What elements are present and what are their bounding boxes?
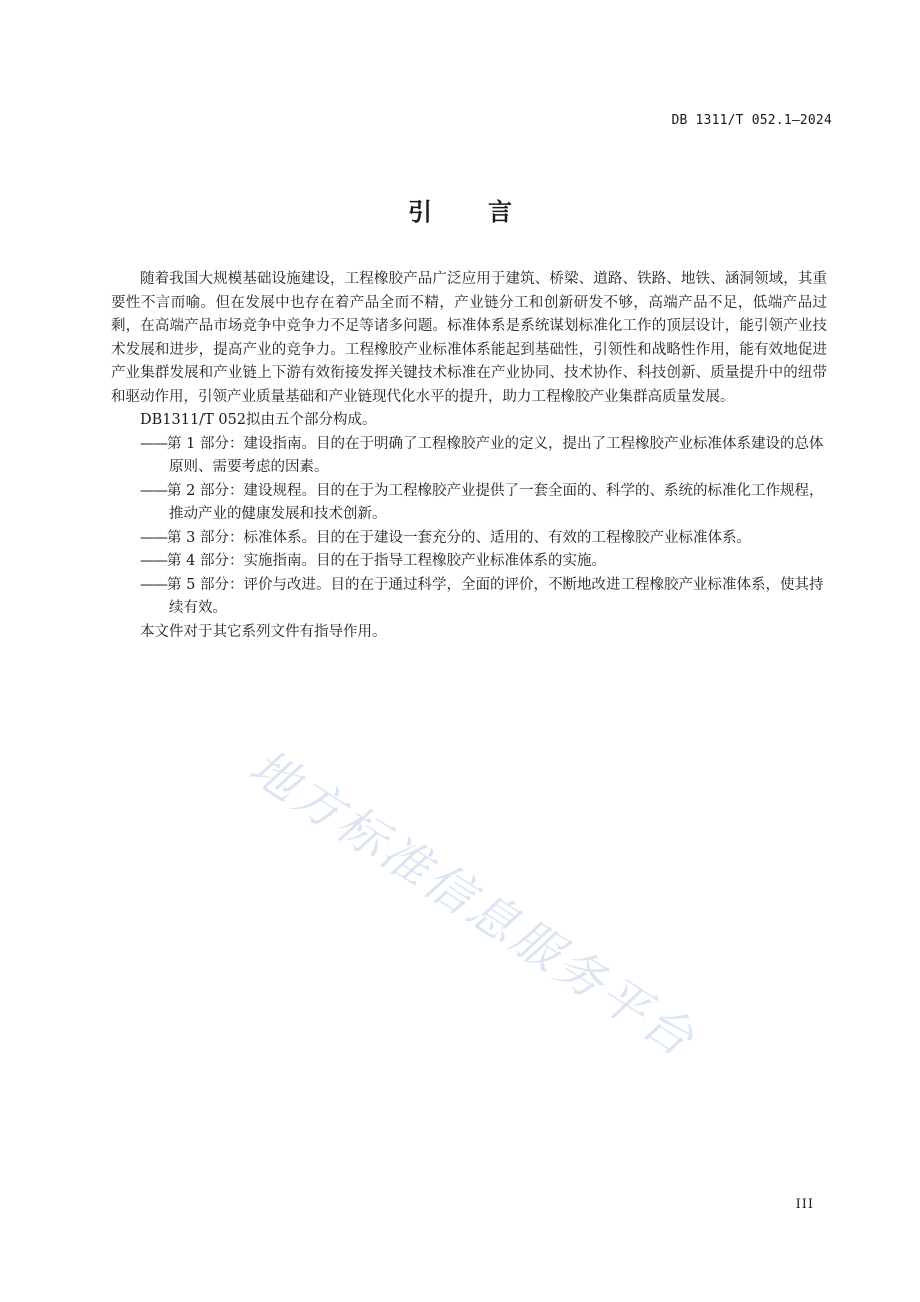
watermark: 地方标准信息服务平台 [239,738,706,1069]
part-dash: —— [140,482,167,499]
part-dash: —— [140,529,167,546]
part-item-2 [111,480,827,527]
part-text: 第 1 部分：建设指南。目的在于明确了工程橡胶产业的定义，提出了工程橡胶产业标准体系建设的总体原则、需要考虑的因素。 [167,435,824,475]
part-item-3 [111,527,827,551]
part-dash: —— [140,553,167,569]
part-item-1 [111,433,827,480]
part-text: 第 4 部分：实施指南。目的在于指导工程橡胶产业标准体系的实施。 [167,553,606,569]
part-text: 第 2 部分：建设规程。目的在于为工程橡胶产业提供了一套全面的、科学的、系统的标准化工作规程，推动产业的健康发展和技术创新。 [167,482,824,522]
part-text: 第 3 部分：标准体系。目的在于建设一套充分的、适用的、有效的工程橡胶产业标准体系。 [167,529,751,546]
closing-sentence: 本文件对于其它系列文件有指导作用。 [140,623,387,640]
parts-intro: DB1311/T 052拟由五个部分构成。 [140,412,377,428]
document-body [111,268,827,644]
part-item-5 [111,574,827,621]
part-dash: —— [140,435,167,452]
page-title: 引言 [408,198,568,226]
intro-paragraph: 随着我国大规模基础设施建设，工程橡胶产品广泛应用于建筑、桥梁、道路、铁路、地铁、涵洞领域，其重要性不言而喻。但在发展中也存在着产品全而不精，产业链分工和创新研发不够，高端产品不足，低端产品过剩，在高端产品市场竞争中竞争力不足等诸多问题。标准体系是系统谋划标准化工作的顶层设计，能引领产业技术发展和进步，提高产业的竞争力。工程橡胶产业标准体系能起到基础性，引领性和战略性作用，能有效地促进产业集群发展和产业链上下游有效衔接发挥关键技术标准在产业协同、技术协作、科技创新、质量提升中的纽带和驱动作用，引领产业质量基础和产业链现代化水平的提升，助力工程橡胶产业集群高质量发展。 [111,271,827,405]
part-text: 第 5 部分：评价与改进。目的在于通过科学，全面的评价，不断地改进工程橡胶产业标准体系，使其持续有效。 [167,576,824,616]
part-item-4 [111,550,827,574]
part-dash: —— [140,576,167,593]
document-code: DB 1311/T 052.1—2024 [671,113,832,128]
page-number: III [795,1197,814,1212]
